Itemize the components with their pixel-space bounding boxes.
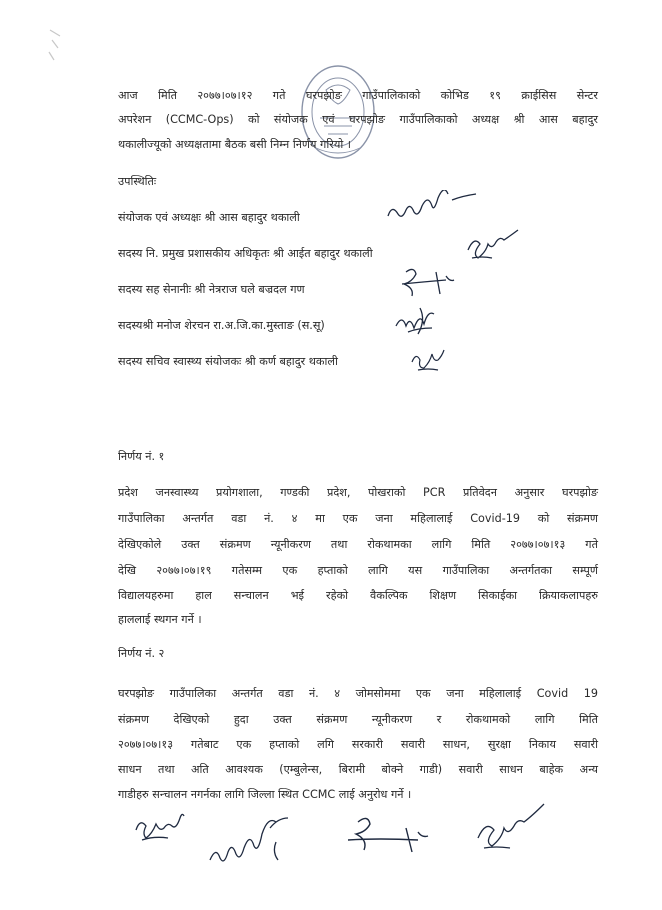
decision-2-line-1: घरपझोङ गाउँपालिका अन्तर्गत वडा नं. ४ जोमसोममा एक जना महिलालाई Covid 19 — [118, 687, 598, 700]
signature-4 — [390, 302, 446, 340]
decision-1-line-1: प्रदेश जनस्वास्थ्य प्रयोगशाला, गण्डकी प्रदेश, पोखराको PCR प्रतिवेदन अनुसार घरपझोङ — [118, 486, 598, 499]
bottom-signature-2 — [204, 812, 304, 870]
decision-1-heading: निर्णय नं. १ — [118, 450, 165, 463]
intro-line-3: थकालीज्यूको अध्यक्षतामा बैठक बसी निम्न निर्णय गरियो । — [118, 138, 352, 151]
bottom-signature-1 — [128, 806, 192, 846]
bottom-signature-4 — [466, 798, 550, 854]
decision-2-line-2: संक्रमण देखिएको हुदा उक्त संक्रमण न्यूनीकरण र रोकथामको लागि मिति — [118, 713, 598, 726]
signature-5 — [406, 342, 448, 376]
signature-3 — [392, 262, 464, 298]
decision-2-line-3: २०७७।०७।१३ गतेबाट एक हप्ताको लगि सरकारी सवारी साधन, सुरक्षा निकाय सवारी — [118, 738, 598, 751]
attendee-3: सदस्य सह सेनानीः श्री नेत्रराज घले बज्रदल गण — [118, 283, 305, 296]
signature-1 — [382, 190, 482, 226]
scan-mark — [46, 26, 76, 66]
attendee-1: संयोजक एवं अध्यक्षः श्री आस बहादुर थकाली — [118, 211, 300, 224]
intro-line-1: आज मिति २०७७।०७।१२ गते घरपझोङ गाउँपालिकाको कोभिड १९ क्राईसिस सेन्टर — [118, 89, 598, 102]
decision-2-line-5: गाडीहरु सन्चालन नगर्नका लागि जिल्ला स्थित CCMC लाई अनुरोध गर्ने । — [118, 788, 412, 801]
decision-1-line-5: विद्यालयहरुमा हाल सन्चालन भई रहेको वैकल्पिक शिक्षण सिकाईका क्रियाकलापहरु — [118, 589, 598, 602]
decision-1-line-3: देखिएकोले उक्त संक्रमण न्यूनीकरण तथा रोकथामका लागि मिति २०७७।०७।१३ गते — [118, 538, 598, 551]
attendee-5: सदस्य सचिव स्वास्थ्य संयोजकः श्री कर्ण बहादुर थकाली — [118, 355, 338, 368]
intro-line-2: अपरेशन (CCMC-Ops) को संयोजक एवं घरपझोङ गाउँपालिकाको अध्यक्ष श्री आस बहादुर — [118, 113, 598, 126]
decision-2-line-4: साधन तथा अति आवश्यक (एम्बुलेन्स, बिरामी बोक्ने गाडी) सवारी साधन बाहेक अन्य — [118, 763, 598, 776]
attendance-heading: उपस्थितिः — [118, 175, 157, 188]
bottom-signature-3 — [340, 812, 440, 858]
decision-2-heading: निर्णय नं. २ — [118, 647, 165, 660]
attendee-2: सदस्य नि. प्रमुख प्रशासकीय अधिकृतः श्री आईत बहादुर थकाली — [118, 247, 373, 260]
attendee-4: सदस्यश्री मनोज शेरचन रा.अ.जि.का.मुस्ताङ (स.सू) — [118, 319, 325, 332]
decision-1-line-6: हाललाई स्थगन गर्ने । — [118, 613, 202, 626]
decision-1-line-2: गाउँपालिका अन्तर्गत वडा नं. ४ मा एक जना महिलालाई Covid-19 को संक्रमण — [118, 512, 598, 525]
decision-1-line-4: देखि २०७७।०७।१९ गतेसम्म एक हप्ताको लागि यस गाउँपालिका अन्तर्गतका सम्पूर्ण — [118, 564, 598, 577]
signature-2 — [458, 226, 524, 264]
